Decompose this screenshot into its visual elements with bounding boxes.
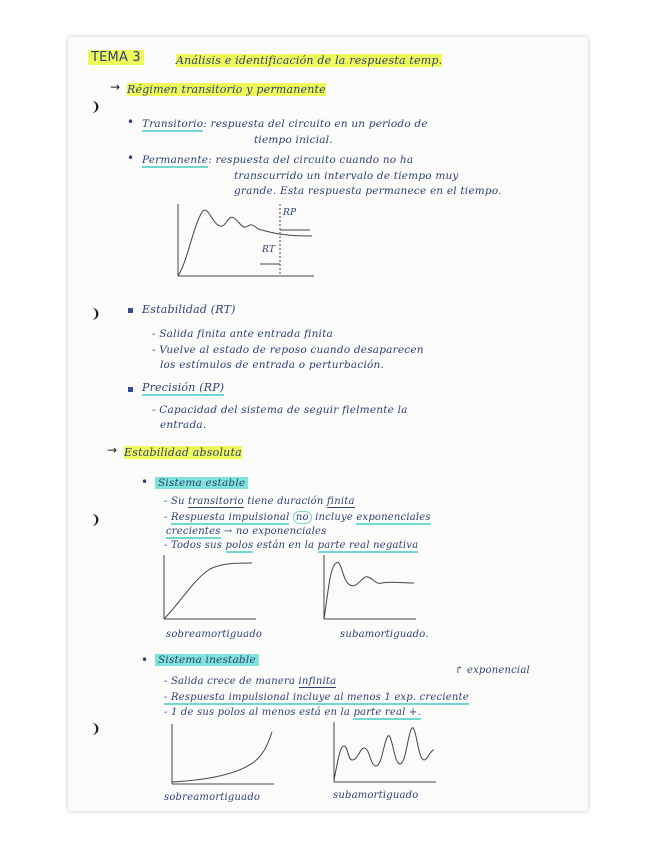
estable-item-2 [164, 512, 431, 523]
stable-overdamped-label: sobreamortiguado [166, 629, 263, 640]
estable-item-2-respuesta: Respuesta impulsional [170, 512, 290, 523]
estable-item-1-dash: - Su [164, 496, 189, 507]
bullet-square-icon [128, 387, 133, 392]
estable-item-3-parte-real: parte real negativa [317, 540, 419, 551]
inestable-item-1-infinita: infinita [298, 676, 337, 687]
transient-response-graph [170, 200, 320, 280]
inestable-item-3-text: - 1 de sus polos al menos está en la [164, 707, 354, 718]
precision-item-1-line2: entrada. [160, 419, 207, 431]
heading-estabilidad-absoluta: Estabilidad absoluta [124, 446, 242, 459]
inestable-exponencial-note: ↱ exponencial [455, 665, 530, 676]
arrow-icon: → [107, 443, 118, 457]
inestable-item-1 [164, 676, 336, 687]
estable-item-2-crecientes: crecientes [166, 526, 221, 537]
transitorio-line2: tiempo inicial. [254, 134, 333, 146]
inestable-item-3-parte-real: parte real +. [353, 707, 421, 718]
estable-item-1-finita: finita [326, 496, 355, 507]
bullet-dot-icon: • [127, 115, 135, 129]
stable-overdamped-graph [160, 553, 260, 623]
sistema-inestable-title: Sistema inestable [155, 654, 259, 666]
bullet-dot-icon: • [141, 653, 149, 667]
permanente-line2: transcurrido un intervalo de tiempo muy [234, 170, 459, 182]
transitorio-term: Transitorio [142, 118, 204, 130]
graph-label-rt: RT [262, 245, 276, 255]
unstable-overdamped-label: sobreamortiguado [164, 792, 261, 803]
transitorio-line1 [142, 118, 428, 130]
estabilidad-item-1: - Salida finita ante entrada finita [152, 328, 333, 340]
graph-label-rp: RP [283, 208, 297, 218]
estabilidad-title: Estabilidad (RT) [142, 303, 236, 316]
stable-underdamped-label: subamortiguado. [340, 629, 429, 640]
estable-item-3-polos: polos [225, 540, 254, 551]
title-rest: Análisis e identificación de la respuesta temp. [176, 54, 443, 67]
estable-item-1-transitorio: transitorio [188, 496, 244, 507]
permanente-term: Permanente [142, 154, 209, 166]
bullet-dot-icon: • [141, 475, 149, 489]
stable-underdamped-graph [320, 553, 420, 623]
inestable-item-3 [164, 707, 421, 718]
estable-item-2-no-exp: → no exponenciales [220, 526, 327, 537]
heading-regimen: Régimen transitorio y permanente [127, 83, 326, 96]
estable-item-2-dash: - [164, 512, 171, 523]
unstable-underdamped-graph [330, 720, 440, 786]
sistema-estable-title: Sistema estable [155, 477, 248, 489]
estable-item-3-mid: están en la [253, 540, 318, 551]
bullet-dot-icon: • [127, 151, 135, 165]
binder-hole-1: ❩ [90, 100, 101, 115]
inestable-item-2 [164, 692, 469, 703]
estable-item-3 [164, 540, 418, 551]
binder-hole-3: ❩ [90, 513, 101, 528]
estabilidad-item-2-line2: los estímulos de entrada o perturbación. [160, 359, 385, 371]
unstable-overdamped-graph [168, 722, 278, 788]
permanente-def: : respuesta del circuito cuando no ha [208, 154, 414, 166]
inestable-item-2-text: - Respuesta impulsional incluye al menos 1 exp. creciente [164, 692, 469, 703]
permanente-line1 [142, 154, 413, 166]
permanente-line3: grande. Esta respuesta permanece en el tiempo. [234, 185, 502, 197]
estable-item-1-rest: tiene duración [243, 496, 327, 507]
precision-title [142, 381, 224, 394]
inestable-item-1-text: - Salida crece de manera [164, 676, 299, 687]
binder-hole-4: ❩ [90, 722, 101, 737]
estable-item-2-line2 [166, 526, 327, 537]
estable-item-2-no: no [293, 511, 312, 524]
estabilidad-item-2-line1: - Vuelve al estado de reposo cuando desaparecen [152, 344, 424, 356]
transitorio-def: : respuesta del circuito en un periodo de [203, 118, 428, 130]
title-tema: TEMA 3 [88, 50, 144, 65]
estable-item-2-exponenciales: exponenciales [356, 512, 431, 523]
bullet-square-icon [128, 308, 133, 313]
estable-item-2-rest: incluye [311, 512, 357, 523]
title-text [176, 54, 442, 67]
precision-title-text: Precisión (RP) [142, 381, 225, 394]
arrow-icon: → [110, 80, 121, 94]
precision-item-1-line1: - Capacidad del sistema de seguir fielmente la [152, 404, 408, 416]
unstable-underdamped-label: subamortiguado [333, 790, 419, 801]
binder-hole-2: ❩ [90, 307, 101, 322]
estable-item-1 [164, 496, 355, 507]
estable-item-3-dash: - Todos sus [164, 540, 226, 551]
